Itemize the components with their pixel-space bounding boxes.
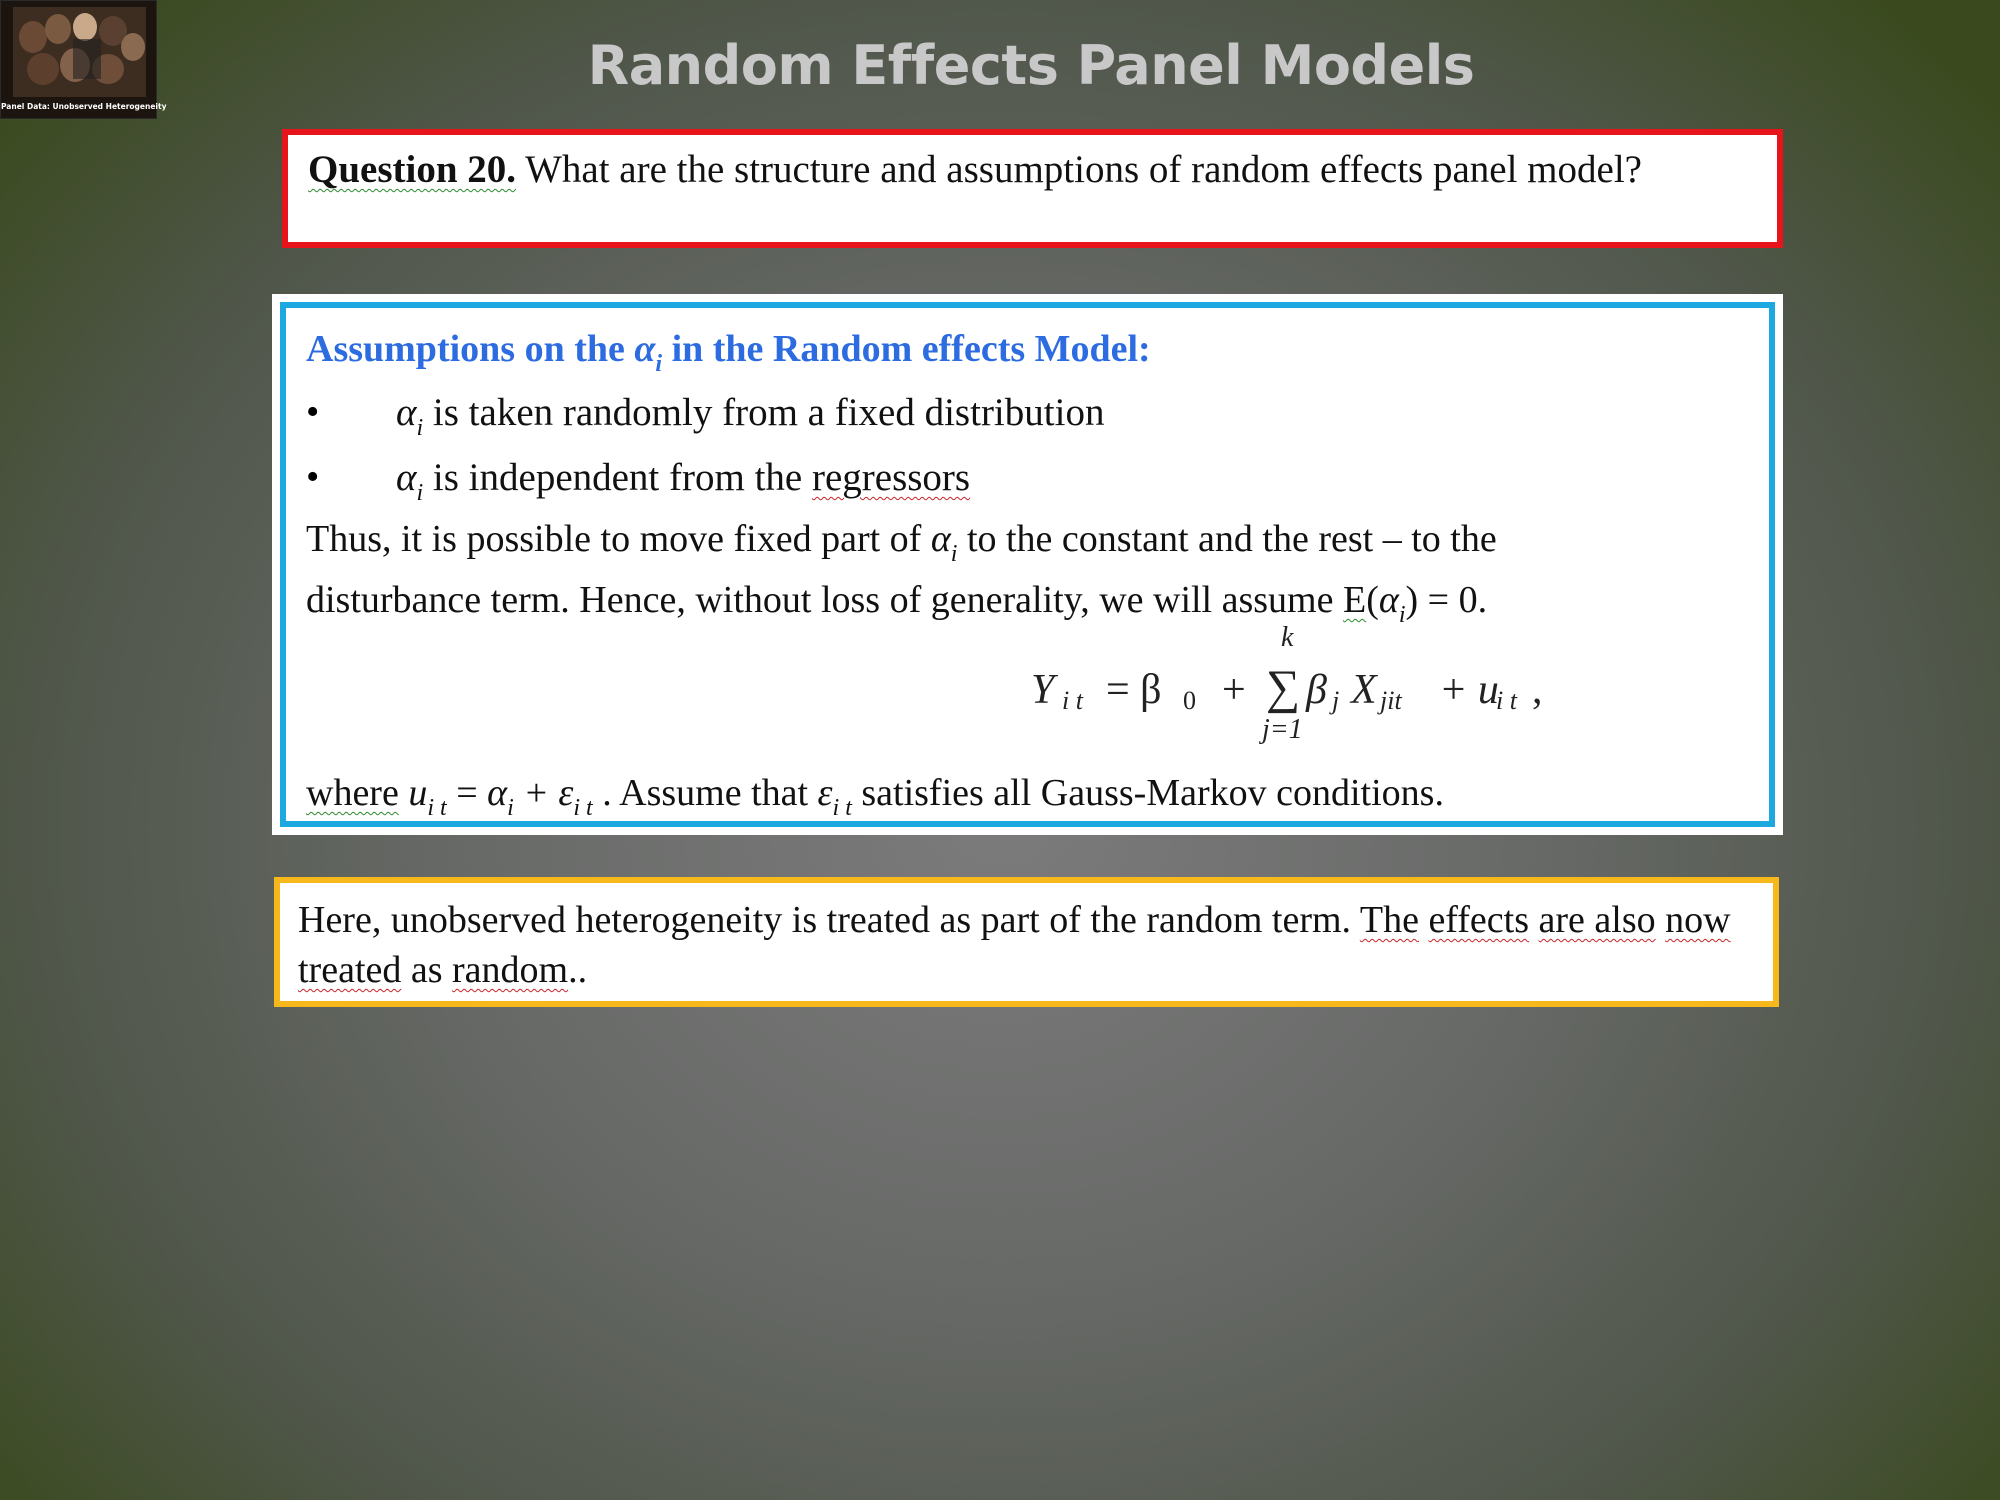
where-u-sub: i t [427, 795, 447, 821]
question-label: Question 20. [308, 148, 517, 191]
assumptions-heading [306, 324, 1151, 389]
het-squiggle-treated: treated [298, 949, 402, 991]
heading-alpha-sub: i [655, 351, 663, 377]
where-eps: + ε [513, 772, 574, 814]
model-equation [766, 622, 1543, 745]
bullet-2-alpha: α [396, 456, 417, 499]
bullet-2-text: is independent from the [423, 456, 812, 499]
bullet-2-alpha-sub: i [416, 480, 424, 506]
thus-line [306, 514, 1497, 579]
thus-text-before: Thus, it is possible to move fixed part of [306, 518, 931, 560]
eq-x: X [1351, 667, 1377, 713]
where-tail: satisfies all Gauss-Markov conditions. [851, 772, 1444, 814]
het-space-3 [1656, 899, 1666, 941]
logo-caption: Panel Data: Unobserved Heterogeneity [1, 102, 167, 111]
where-assume: . Assume that [592, 772, 818, 814]
where-alpha-sub: i [507, 795, 514, 821]
het-squiggle-the: The [1359, 899, 1419, 941]
heterogeneity-box [274, 877, 1779, 1007]
heading-text-after: in the Random effects Model: [662, 328, 1151, 370]
expectation-e: E [1342, 579, 1367, 621]
bullet-2-regressors: regressors [811, 456, 971, 499]
eq-plus-u: + u [1439, 667, 1499, 713]
eq-sum-upper: k [1281, 622, 1294, 653]
eq-beta-j: β [1306, 667, 1327, 713]
het-space-5: as [401, 949, 453, 991]
where-eps2: ε [817, 772, 833, 814]
eq-y: Y [1031, 667, 1055, 713]
bullet-marker-2: • [306, 456, 320, 498]
eq-comma: , [1532, 667, 1543, 713]
where-eps2-sub: i t [832, 795, 852, 821]
het-text-end: .. [568, 949, 588, 991]
assumptions-box [272, 294, 1783, 835]
eq-beta0: = β [1106, 667, 1162, 713]
thus-alpha-sub: i [950, 541, 958, 567]
het-squiggle-are-also: are also [1538, 899, 1656, 941]
assumptions-box-frame [280, 302, 1775, 827]
eq-x-sub: jit [1380, 686, 1402, 715]
bullet-marker-1: • [306, 391, 320, 433]
heading-alpha: α [634, 328, 656, 370]
thus-text-after: to the constant and the rest – to the [957, 518, 1497, 560]
eq-plus-1: + [1222, 667, 1246, 713]
bullet-1-alpha-sub: i [416, 415, 424, 441]
slide-title: Random Effects Panel Models [587, 34, 1475, 97]
het-squiggle-now: now [1665, 899, 1731, 941]
het-squiggle-effects: effects [1428, 899, 1530, 941]
het-text-plain: Here, unobserved heterogeneity is treated as part of the random term. [298, 899, 1360, 941]
where-line [306, 768, 1444, 833]
het-space-2 [1529, 899, 1539, 941]
expectation-alpha: α [1378, 579, 1399, 621]
eq-sum-lower: j=1 [1262, 714, 1303, 745]
expectation-alpha-sub: i [1398, 602, 1406, 628]
het-space-1 [1419, 899, 1429, 941]
question-body: What are the structure and assumptions of random effects panel model? [516, 148, 1642, 191]
heading-text-before: Assumptions on the [306, 328, 635, 370]
thus-alpha: α [930, 518, 951, 560]
expectation-open: ( [1366, 579, 1379, 621]
where-word: where [306, 772, 399, 814]
expectation-close: ) = 0. [1405, 579, 1488, 621]
eq-y-sub: i t [1062, 686, 1083, 715]
where-alpha: α [487, 772, 508, 814]
eq-u-sub: i t [1496, 686, 1517, 715]
question-text [308, 145, 1768, 195]
where-eq: = [446, 772, 488, 814]
question-box [282, 129, 1783, 248]
disturbance-text: disturbance term. Hence, without loss of generality, we will assume [306, 579, 1343, 621]
eq-sum: ∑ [1266, 661, 1301, 714]
eq-beta-j-sub: j [1332, 686, 1340, 715]
bullet-item-2 [396, 455, 970, 507]
het-squiggle-random: random [452, 949, 569, 991]
heterogeneity-text [298, 895, 1768, 995]
bullet-1-text: is taken randomly from a fixed distribution [423, 391, 1105, 434]
where-eps-sub: i t [573, 795, 593, 821]
bullet-item-1 [396, 390, 1104, 442]
where-u: u [398, 772, 428, 814]
eq-beta0-sub: 0 [1183, 686, 1196, 715]
bullet-1-alpha: α [396, 391, 417, 434]
